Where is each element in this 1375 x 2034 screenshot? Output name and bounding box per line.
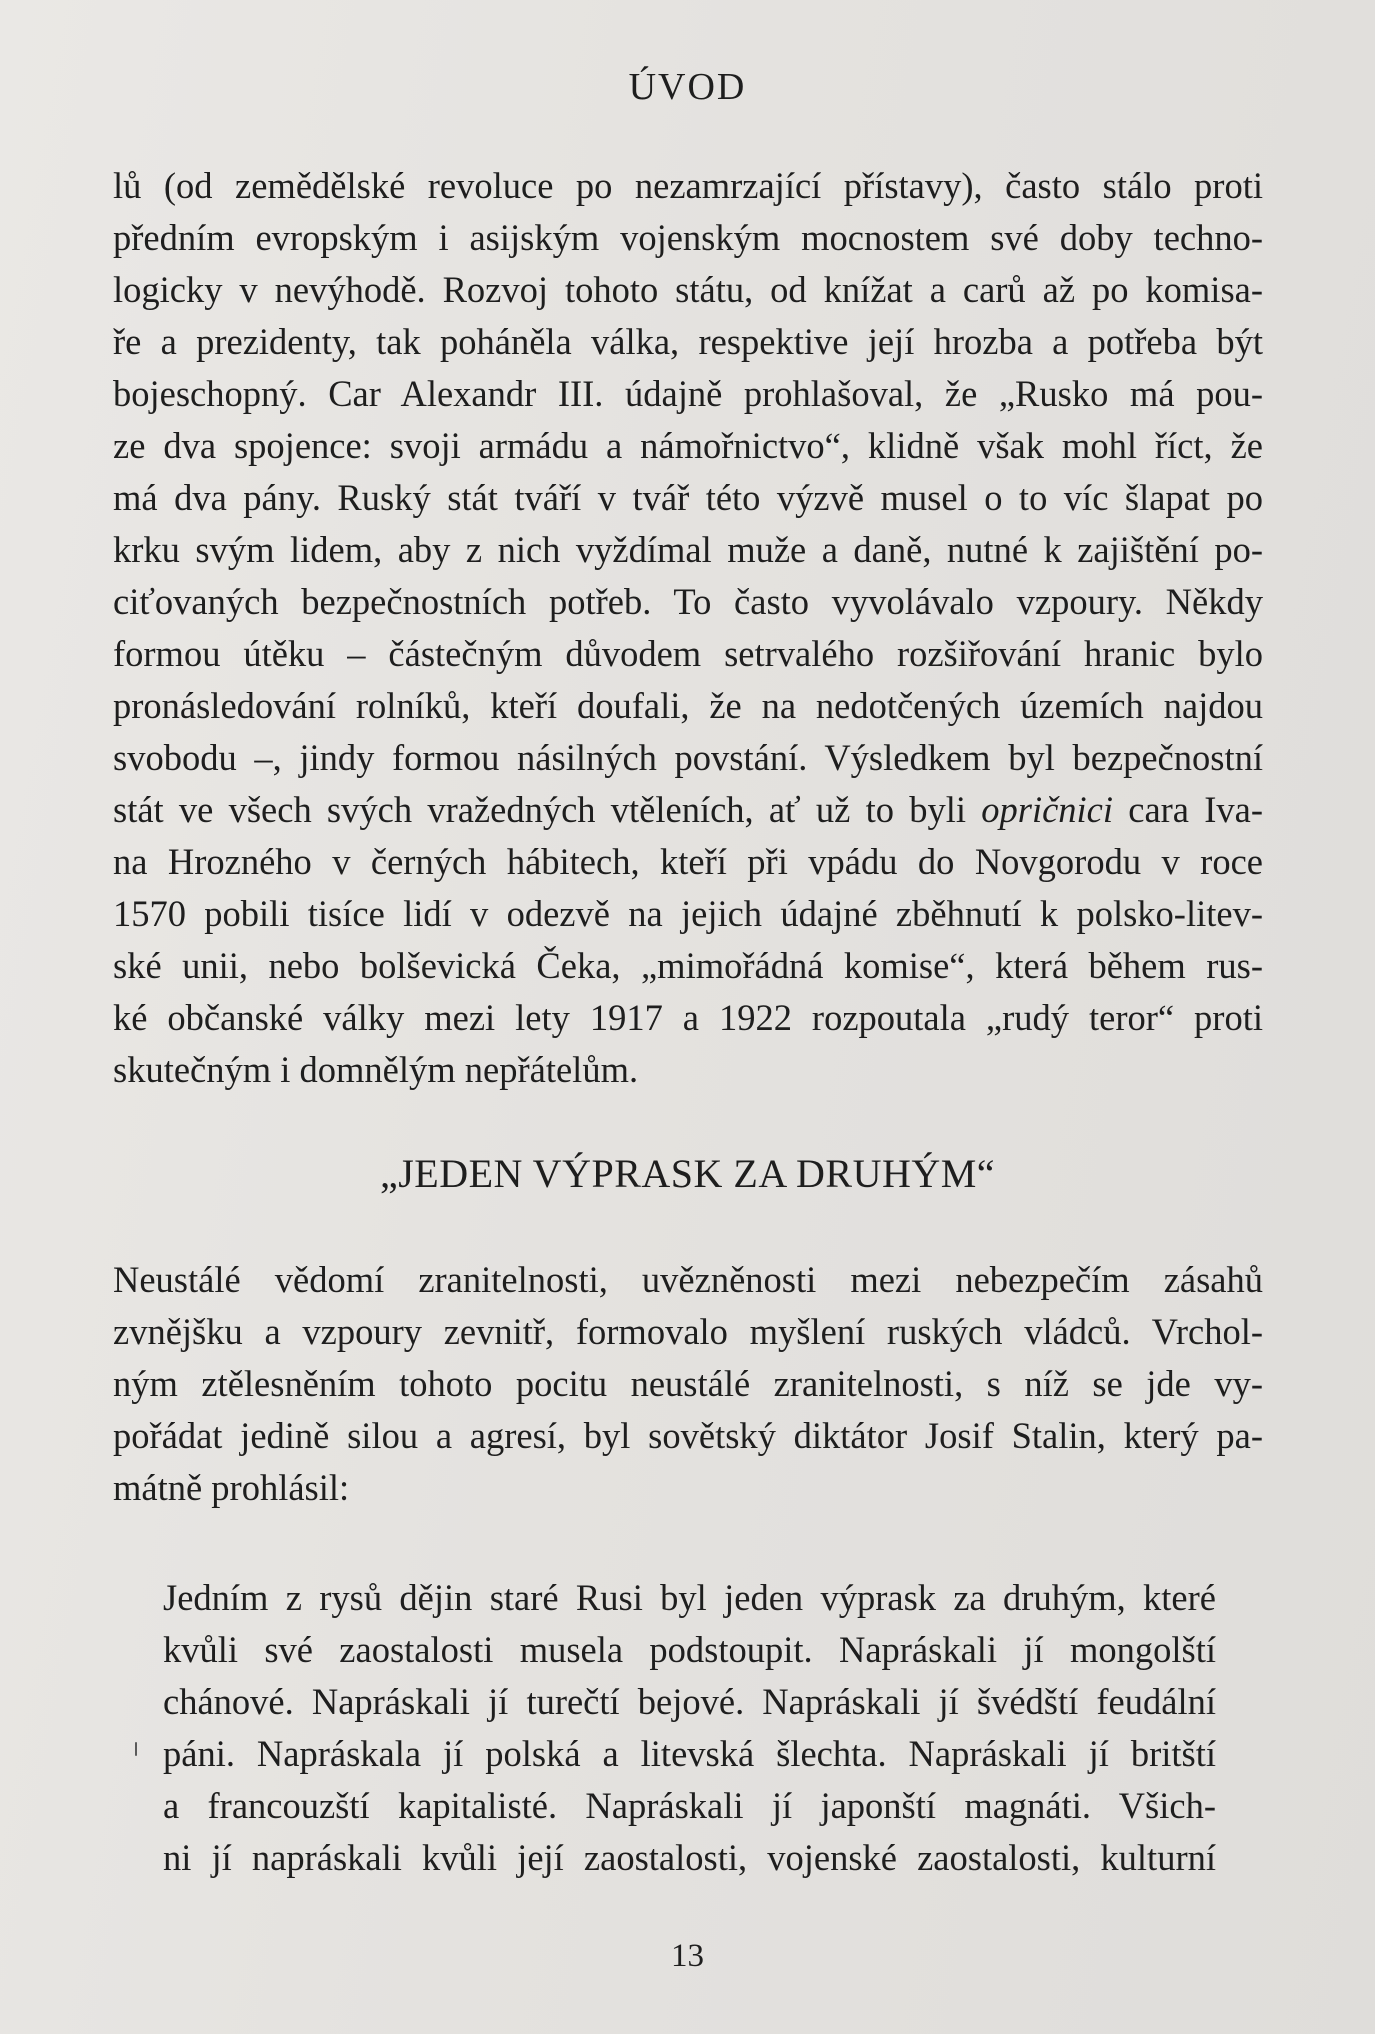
quote-line: chánové. Napráskali jí turečtí bejové. Napráskali jí švédští feudální <box>163 1681 1216 1722</box>
text-line: ným ztělesněním tohoto pocitu neustálé zranitelnosti, s níž se jde vy- <box>113 1363 1263 1404</box>
text-line: logicky v nevýhodě. Rozvoj tohoto státu, od knížat a carů až po komisa- <box>113 269 1263 310</box>
quote-line: a francouzští kapitalisté. Napráskali jí japonští magnáti. Všich- <box>163 1785 1216 1826</box>
text-line: skutečným i domnělým nepřátelům. <box>113 1049 639 1090</box>
print-speck <box>135 1742 137 1756</box>
text-line: bojeschopný. Car Alexandr III. údajně prohlašoval, že „Rusko má pou- <box>113 373 1263 414</box>
text-segment: cara Iva- <box>1113 789 1263 830</box>
text-line: na Hrozného v černých hábitech, kteří při vpádu do Novgorodu v roce <box>113 841 1263 882</box>
text-line: ciťovaných bezpečnostních potřeb. To často vyvolávalo vzpoury. Někdy <box>113 581 1263 622</box>
running-head: ÚVOD <box>628 66 747 108</box>
text-line: zvnějšku a vzpoury zevnitř, formovalo myšlení ruských vládců. Vrchol- <box>113 1311 1263 1352</box>
quote-line: páni. Napráskala jí polská a litevská šlechta. Napráskali jí britští <box>163 1733 1216 1774</box>
text-line: lů (od zemědělské revoluce po nezamrzající přístavy), často stálo proti <box>113 165 1263 206</box>
text-line: mátně prohlásil: <box>113 1467 350 1508</box>
paragraph-2 <box>113 1254 1263 1514</box>
text-line: pronásledování rolníků, kteří doufali, že na nedotčených územích najdou <box>113 685 1263 726</box>
italic-term: opričnici <box>981 789 1114 830</box>
text-line: má dva pány. Ruský stát tváří v tvář této výzvě musel o to víc šlapat po <box>113 477 1263 518</box>
text-line: 1570 pobili tisíce lidí v odezvě na jejich údajné zběhnutí k polsko-litev- <box>113 893 1263 934</box>
text-line: svobodu –, jindy formou násilných povstání. Výsledkem byl bezpečnostní <box>113 737 1263 778</box>
page-number: 13 <box>671 1938 704 1974</box>
quote-line: kvůli své zaostalosti musela podstoupit. Napráskali jí mongolští <box>163 1629 1216 1670</box>
text-line-with-italic <box>113 784 1263 836</box>
section-heading: „JEDEN VÝPRASK ZA DRUHÝM“ <box>379 1151 996 1196</box>
text-line: ře a prezidenty, tak poháněla válka, respektive její hrozba a potřeba být <box>113 321 1263 362</box>
text-line: Neustálé vědomí zranitelnosti, uvězněnosti mezi nebezpečím zásahů <box>113 1259 1263 1300</box>
block-quote <box>163 1572 1216 1884</box>
text-line: předním evropským i asijským vojenským mocnostem své doby techno- <box>113 217 1263 258</box>
quote-line: Jedním z rysů dějin staré Rusi byl jeden výprask za druhým, které <box>163 1577 1216 1618</box>
text-segment: stát ve všech svých vražedných vtěleních, ať už to byli <box>113 789 982 830</box>
paragraph-1 <box>113 160 1263 1096</box>
text-line: ké občanské války mezi lety 1917 a 1922 rozpoutala „rudý teror“ proti <box>113 997 1263 1038</box>
text-line: krku svým lidem, aby z nich vyždímal muže a daně, nutné k zajištění po- <box>113 529 1263 570</box>
text-line: pořádat jedině silou a agresí, byl sovětský diktátor Josif Stalin, který pa- <box>113 1415 1263 1456</box>
text-line: ze dva spojence: svoji armádu a námořnictvo“, klidně však mohl říct, že <box>113 425 1263 466</box>
text-line: ské unii, nebo bolševická Čeka, „mimořádná komise“, která během rus- <box>113 945 1263 986</box>
quote-line: ni jí napráskali kvůli její zaostalosti, vojenské zaostalosti, kulturní <box>163 1837 1216 1878</box>
text-line: formou útěku – částečným důvodem setrvalého rozšiřování hranic bylo <box>113 633 1263 674</box>
